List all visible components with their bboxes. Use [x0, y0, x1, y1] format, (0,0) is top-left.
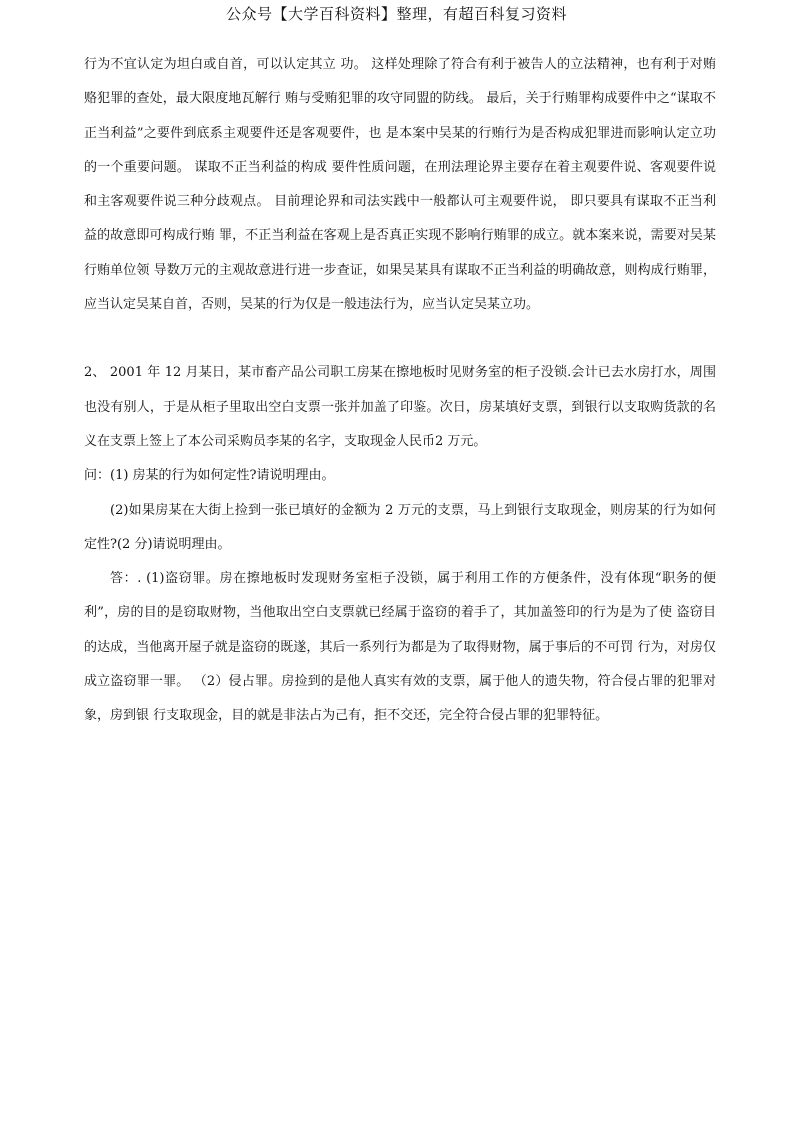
answer-paragraph: 答：. (1)盗窃罪。房在擦地板时发现财务室柜子没锁，属于利用工作的方便条件，没有体现“职务的便 利”，房的目的是窃取财物，当他取出空白支票就已经属于盗窃的着手了，其加盖签印的行为是为了使 盗窃目的达成，当他离开屋子就是盗窃的既遂，其后一系列行为都是为了取得财物，属于事后的不可罚 行为，对房仅成立盗窃罪一罪。 （2）侵占罪。房捡到的是他人真实有效的支票，属于他人的遗失物，符合侵占罪的犯罪对象，房到银 行支取现金，目的就是非法占为己有，拒不交还，完全符合侵占罪的犯罪特征。	[84, 571, 716, 724]
section-gap	[84, 322, 716, 356]
question-two: (2)如果房某在大街上捡到一张已填好的金额为 2 万元的支票，马上到银行支取现金，则房某的行为如何定性?(2 分)请说明理由。	[84, 502, 716, 552]
case-facts-paragraph: 2、 2001 年 12 月某日，某市畜产品公司职工房某在擦地板时见财务室的柜子没锁.会计已去水房打水，周围也没有别人，于是从柜子里取出空白支票一张并加盖了印鉴。次日，房某填好支票，到银行以支取购货款的名义在支票上签上了本公司采购员李某的名字，支取现金人民币2 万元。	[84, 365, 716, 449]
document-body	[84, 48, 716, 734]
page-header: 公众号【大学百科资料】整理，有超百科复习资料	[225, 5, 567, 23]
continuation-paragraph: 行为不宜认定为坦白或自首，可以认定其立 功。 这样处理除了符合有利于被告人的立法精神，也有利于对贿赂犯罪的查处，最大限度地瓦解行 贿与受贿犯罪的攻守同盟的防线。 最后，关于行贿罪构成要件中之“谋取不正当利益”之要件到底系主观要件还是客观要件，也 是本案中吴某的行贿行为是否构成犯罪进而影响认定立功的一个重要问题。 谋取不正当利益的构成 要件性质问题，在刑法理论界主要存在着主观要件说、客观要件说和主客观要件说三种分歧观点。 目前理论界和司法实践中一般都认可主观要件说， 即只要具有谋取不正当利益的故意即可构成行贿 罪，不正当利益在客观上是否真正实现不影响行贿罪的成立。就本案来说，需要对吴某行贿单位领 导数万元的主观故意进行进一步查证，如果吴某具有谋取不正当利益的明确故意，则构成行贿罪， 应当认定吴某自首，否则，吴某的行为仅是一般违法行为，应当认定吴某立功。	[84, 57, 716, 313]
question-one: 问：(1) 房某的行为如何定性?请说明理由。	[84, 468, 335, 484]
